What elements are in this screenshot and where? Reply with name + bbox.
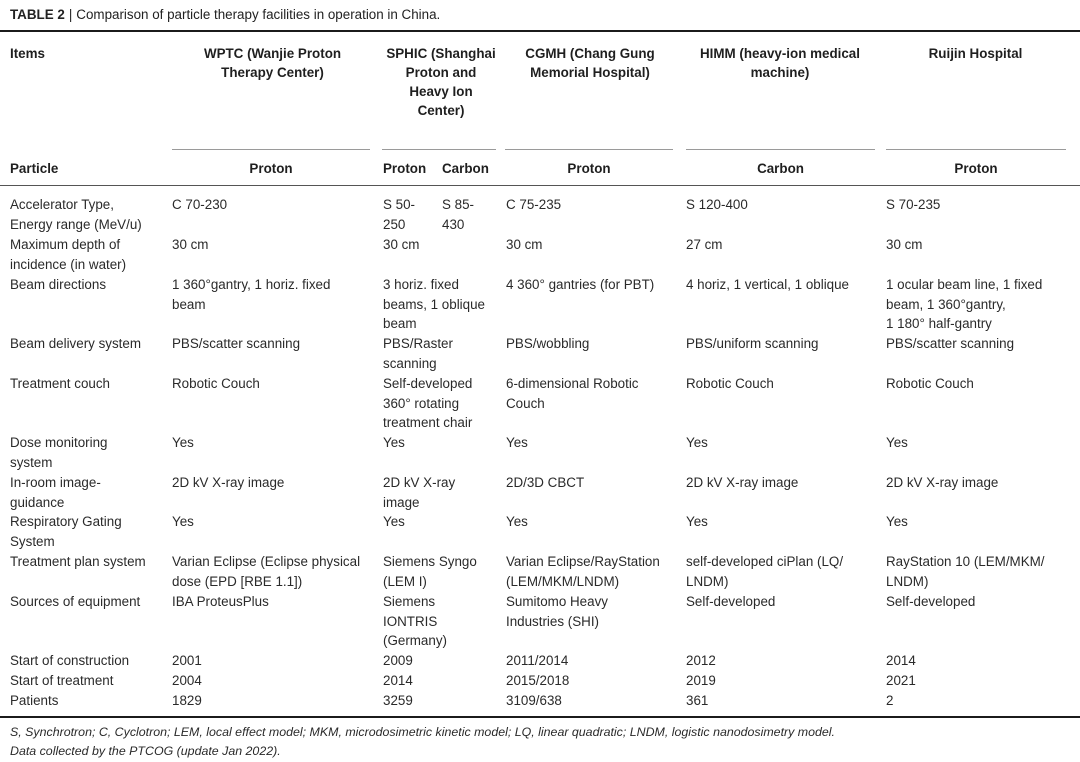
cell-wptc-treatment-couch: Robotic Couch xyxy=(172,376,260,391)
cell-cgmh-max-depth: 30 cm xyxy=(506,237,543,252)
row-label-start-construction: Start of construction xyxy=(10,653,130,668)
header-bottom-rule xyxy=(0,185,1080,186)
cell-ruijin-treatment-plan: RayStation 10 (LEM/MKM/ LNDM) xyxy=(886,554,1045,589)
cell-cgmh-beam-directions: 4 360° gantries (for PBT) xyxy=(506,277,655,292)
header-cgmh: CGMH (Chang Gung Memorial Hospital) xyxy=(525,46,655,80)
cell-wptc-start-construction: 2001 xyxy=(172,653,202,668)
cell-ruijin-max-depth: 30 cm xyxy=(886,237,923,252)
cell-cgmh-equipment-source: Sumitomo Heavy Industries (SHI) xyxy=(506,594,608,629)
cell-himm-treatment-plan: self-developed ciPlan (LQ/ LNDM) xyxy=(686,554,844,589)
cell-wptc-treatment-plan: Varian Eclipse (Eclipse physical dose (EPD [RBE 1.1]) xyxy=(172,554,361,589)
cell-ruijin-beam-delivery: PBS/scatter scanning xyxy=(886,336,1015,351)
bottom-rule xyxy=(0,716,1080,718)
cell-wptc-equipment-source: IBA ProteusPlus xyxy=(172,594,269,609)
cell-sphic-beam-delivery: PBS/Raster scanning xyxy=(383,336,453,371)
cell-sphic-beam-directions: 3 horiz. fixed beams, 1 oblique beam xyxy=(383,277,485,331)
cell-wptc-dose-monitoring: Yes xyxy=(172,435,194,450)
cell-cgmh-beam-delivery: PBS/wobbling xyxy=(506,336,590,351)
particle-cgmh: Proton xyxy=(567,161,611,176)
footnote-abbreviations: S, Synchrotron; C, Cyclotron; LEM, local effect model; MKM, microdosimetric kinetic model; LQ, linear quadratic; LNDM, logistic nanodosimetry model. xyxy=(10,725,835,739)
cell-himm-patients: 361 xyxy=(686,693,709,708)
particle-sphic-carbon: Carbon xyxy=(442,161,489,176)
particle-label: Particle xyxy=(10,161,59,176)
cell-sphic-treatment-couch: Self-developed 360° rotating treatment chair xyxy=(383,376,473,430)
cell-wptc-accelerator: C 70-230 xyxy=(172,197,228,212)
cell-himm-start-treatment: 2019 xyxy=(686,673,716,688)
cell-himm-treatment-couch: Robotic Couch xyxy=(686,376,774,391)
cell-wptc-beam-delivery: PBS/scatter scanning xyxy=(172,336,301,351)
cell-sphic-patients: 3259 xyxy=(383,693,413,708)
cell-ruijin-respiratory-gating: Yes xyxy=(886,514,908,529)
cell-sphic-respiratory-gating: Yes xyxy=(383,514,405,529)
header-himm: HIMM (heavy-ion medical machine) xyxy=(700,46,860,80)
cell-himm-beam-delivery: PBS/uniform scanning xyxy=(686,336,819,351)
header-divider-sphic xyxy=(382,149,496,150)
cell-ruijin-image-guidance: 2D kV X-ray image xyxy=(886,475,999,490)
cell-cgmh-image-guidance: 2D/3D CBCT xyxy=(506,475,585,490)
table-caption xyxy=(10,6,440,24)
particle-sphic-proton: Proton xyxy=(383,161,427,176)
header-ruijin: Ruijin Hospital xyxy=(928,46,1023,61)
cell-cgmh-start-treatment: 2015/2018 xyxy=(506,673,570,688)
particle-himm: Carbon xyxy=(757,161,804,176)
header-sphic: SPHIC (Shanghai Proton and Heavy Ion Center) xyxy=(386,46,496,118)
cell-himm-beam-directions: 4 horiz, 1 vertical, 1 oblique xyxy=(686,277,850,292)
cell-ruijin-accelerator: S 70-235 xyxy=(886,197,941,212)
cell-ruijin-equipment-source: Self-developed xyxy=(886,594,976,609)
header-items: Items xyxy=(10,46,45,61)
row-label-beam-delivery: Beam delivery system xyxy=(10,336,141,351)
cell-sphic-treatment-plan: Siemens Syngo (LEM I) xyxy=(383,554,477,589)
top-rule xyxy=(0,30,1080,32)
row-label-beam-directions: Beam directions xyxy=(10,277,107,292)
particle-wptc: Proton xyxy=(249,161,293,176)
cell-wptc-beam-directions: 1 360°gantry, 1 horiz. fixed beam xyxy=(172,277,331,312)
row-label-image-guidance: In-room image- guidance xyxy=(10,475,101,510)
cell-wptc-start-treatment: 2004 xyxy=(172,673,202,688)
cell-himm-accelerator: S 120-400 xyxy=(686,197,748,212)
cell-sphic-max-depth: 30 cm xyxy=(383,237,420,252)
cell-ruijin-start-treatment: 2021 xyxy=(886,673,916,688)
cell-wptc-image-guidance: 2D kV X-ray image xyxy=(172,475,285,490)
cell-cgmh-treatment-plan: Varian Eclipse/RayStation (LEM/MKM/LNDM) xyxy=(506,554,660,589)
row-label-respiratory-gating: Respiratory Gating System xyxy=(10,514,122,549)
cell-ruijin-beam-directions: 1 ocular beam line, 1 fixed beam, 1 360°gantry, 1 180° half-gantry xyxy=(886,277,1043,331)
row-label-treatment-plan: Treatment plan system xyxy=(10,554,146,569)
cell-ruijin-dose-monitoring: Yes xyxy=(886,435,908,450)
header-divider-wptc xyxy=(172,149,370,150)
header-divider-himm xyxy=(686,149,875,150)
cell-sphic-equipment-source: Siemens IONTRIS (Germany) xyxy=(383,594,447,648)
cell-sphic-image-guidance: 2D kV X-ray image xyxy=(383,475,456,510)
cell-sphic-dose-monitoring: Yes xyxy=(383,435,405,450)
header-divider-ruijin xyxy=(886,149,1066,150)
cell-ruijin-treatment-couch: Robotic Couch xyxy=(886,376,974,391)
table-label: TABLE 2 xyxy=(10,7,65,22)
cell-cgmh-dose-monitoring: Yes xyxy=(506,435,528,450)
row-label-accelerator: Accelerator Type, Energy range (MeV/u) xyxy=(10,197,142,232)
row-label-max-depth: Maximum depth of incidence (in water) xyxy=(10,237,127,272)
caption-text: Comparison of particle therapy facilities in operation in China. xyxy=(76,7,441,22)
row-label-start-treatment: Start of treatment xyxy=(10,673,114,688)
header-divider-cgmh xyxy=(505,149,673,150)
cell-cgmh-treatment-couch: 6-dimensional Robotic Couch xyxy=(506,376,639,411)
cell-ruijin-start-construction: 2014 xyxy=(886,653,916,668)
row-label-treatment-couch: Treatment couch xyxy=(10,376,110,391)
cell-wptc-patients: 1829 xyxy=(172,693,202,708)
cell-himm-dose-monitoring: Yes xyxy=(686,435,708,450)
particle-ruijin: Proton xyxy=(954,161,998,176)
footnote-source: Data collected by the PTCOG (update Jan 2022). xyxy=(10,744,281,758)
cell-himm-max-depth: 27 cm xyxy=(686,237,723,252)
cell-himm-start-construction: 2012 xyxy=(686,653,716,668)
cell-cgmh-accelerator: C 75-235 xyxy=(506,197,562,212)
cell-cgmh-respiratory-gating: Yes xyxy=(506,514,528,529)
row-label-dose-monitoring: Dose monitoring system xyxy=(10,435,108,470)
cell-sphic-proton-accelerator: S 50- 250 xyxy=(383,197,416,232)
cell-himm-respiratory-gating: Yes xyxy=(686,514,708,529)
header-wptc: WPTC (Wanjie Proton Therapy Center) xyxy=(203,46,342,80)
cell-wptc-respiratory-gating: Yes xyxy=(172,514,194,529)
cell-himm-equipment-source: Self-developed xyxy=(686,594,776,609)
cell-wptc-max-depth: 30 cm xyxy=(172,237,209,252)
cell-cgmh-patients: 3109/638 xyxy=(506,693,562,708)
cell-sphic-start-construction: 2009 xyxy=(383,653,413,668)
cell-ruijin-patients: 2 xyxy=(886,693,894,708)
cell-cgmh-start-construction: 2011/2014 xyxy=(506,653,569,668)
row-label-equipment-source: Sources of equipment xyxy=(10,594,141,609)
cell-sphic-carbon-accelerator: S 85- 430 xyxy=(442,197,475,232)
caption-separator: | xyxy=(68,7,73,22)
cell-sphic-start-treatment: 2014 xyxy=(383,673,413,688)
row-label-patients: Patients xyxy=(10,693,59,708)
cell-himm-image-guidance: 2D kV X-ray image xyxy=(686,475,799,490)
